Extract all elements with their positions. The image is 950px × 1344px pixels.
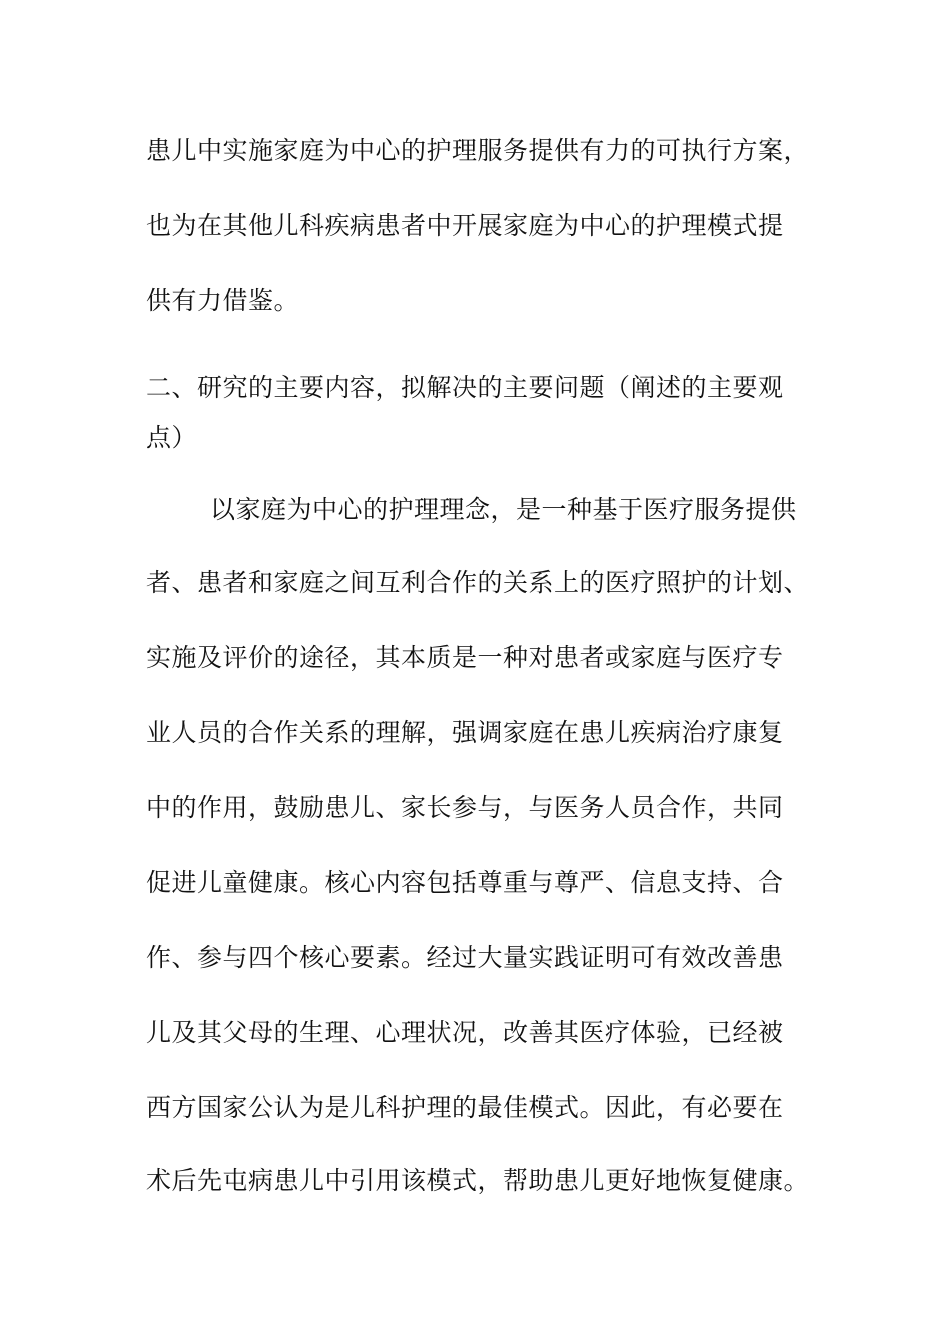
body-line-5: 中的作用，鼓励患儿、家长参与，与医务人员合作，共同 bbox=[146, 793, 784, 822]
body-line-4: 业人员的合作关系的理解，强调家庭在患儿疾病治疗康复 bbox=[146, 718, 784, 747]
body-line-3: 实施及评价的途径，其本质是一种对患者或家庭与医疗专 bbox=[146, 643, 784, 672]
body-line-8: 儿及其父母的生理、心理状况，改善其医疗体验，已经被 bbox=[146, 1018, 784, 1047]
intro-line-1: 患儿中实施家庭为中心的护理服务提供有力的可执行方案， bbox=[146, 136, 810, 165]
body-line-10: 术后先屯病患儿中引用该模式，帮助患儿更好地恢复健康。 bbox=[146, 1166, 810, 1195]
body-line-7: 作、参与四个核心要素。经过大量实践证明可有效改善患 bbox=[146, 943, 784, 972]
body-line-9: 西方国家公认为是儿科护理的最佳模式。因此，有必要在 bbox=[146, 1093, 784, 1122]
body-line-6: 促进儿童健康。核心内容包括尊重与尊严、信息支持、合 bbox=[146, 868, 784, 897]
body-line-2: 者、患者和家庭之间互利合作的关系上的医疗照护的计划、 bbox=[146, 568, 810, 597]
intro-line-2: 也为在其他儿科疾病患者中开展家庭为中心的护理模式提 bbox=[146, 211, 784, 240]
body-line-1: 以家庭为中心的护理理念，是一种基于医疗服务提供 bbox=[210, 495, 797, 524]
intro-line-3: 供有力借鉴。 bbox=[146, 286, 300, 315]
section-heading-line-1: 二、研究的主要内容，拟解决的主要问题（阐述的主要观 bbox=[146, 373, 784, 402]
section-heading-line-2: 点） bbox=[146, 423, 198, 452]
